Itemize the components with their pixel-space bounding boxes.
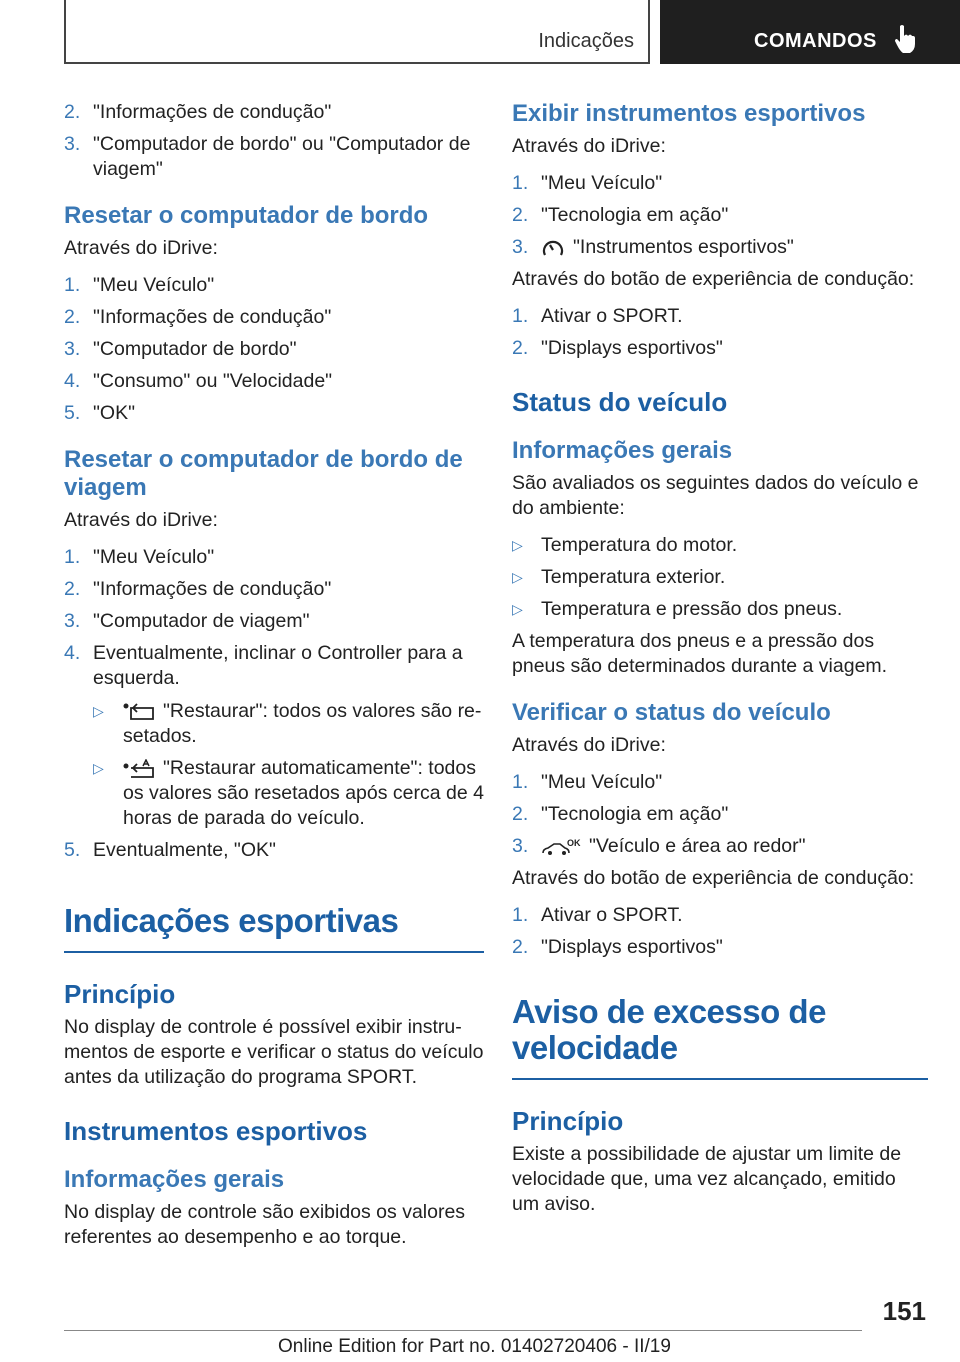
sport-gauge-icon (541, 237, 565, 259)
footer-divider (64, 1330, 862, 1331)
hand-pointer-icon (894, 24, 916, 54)
list-item: ▷ Temperatura do motor. (512, 534, 738, 556)
paragraph: No display de controle é possível exibir instrumentos de esporte e verificar o status do veículo antes da utilização do programa SPORT. (64, 1016, 484, 1088)
list-item: 3. "Computador de bordo" ou "Computador de viagem" (64, 133, 471, 180)
header-chapter-tab (660, 0, 960, 64)
steps-list (512, 770, 928, 859)
left-column (64, 100, 484, 1262)
section-heading: Verificar o status do veículo (512, 699, 831, 726)
header-section-tab (64, 0, 650, 64)
section-heading: Resetar o computador de bordo (64, 202, 429, 229)
list-item: 2. "Displays esportivos" (512, 936, 723, 958)
paragraph: A temperatura dos pneus e a pressão dos pneus são determinados durante a viagem. (512, 630, 888, 677)
paragraph: Através do iDrive: (64, 237, 218, 259)
paragraph: Através do iDrive: (64, 509, 218, 531)
steps-list (64, 545, 484, 863)
list-item: 2. "Informações de condução" (64, 101, 332, 123)
list-item: 1. Ativar o SPORT. (512, 904, 683, 926)
steps-list (512, 304, 928, 361)
list-item: 4. "Consumo" ou "Velocidade" (64, 370, 333, 392)
chapter-title: Indicações esportivas (64, 903, 484, 953)
svg-text:OK: OK (567, 837, 581, 848)
paragraph: No display de controle são exibidos os valores referentes ao desempenho e ao torque. (64, 1201, 466, 1248)
header-section-label: Indicações (538, 30, 634, 52)
list-item: 5. "OK" (64, 402, 136, 424)
right-column (512, 100, 928, 1229)
list-item: 2. "Tecnologia em ação" (512, 803, 729, 825)
intro-list (64, 100, 484, 182)
list-item: 1. "Meu Veículo" (64, 546, 215, 568)
section-heading: Resetar o computador de bordo de viagem (64, 446, 463, 501)
list-item: 1. "Meu Veículo" (512, 172, 663, 194)
list-item: 3. "Computador de bordo" (64, 338, 297, 360)
paragraph: São avaliados os seguintes dados do veículo e do ambiente: (512, 472, 919, 519)
section-heading: Informações gerais (512, 437, 733, 464)
car-ok-icon (541, 837, 581, 857)
list-item: 1. "Meu Veículo" (64, 274, 215, 296)
subsection-heading: Instrumentos esportivos (64, 1116, 368, 1146)
paragraph: Através do iDrive: (512, 135, 666, 157)
list-item: ▷ "Restaurar automaticamente": todos os valores são resetados após cerca de 4 horas de parada do veículo. (93, 757, 484, 829)
steps-list (512, 903, 928, 960)
list-item: 3. OK "Veículo e área ao redor" (512, 835, 806, 857)
page-number: 151 (882, 1296, 926, 1326)
list-item: 4. Eventualmente, inclinar o Controller para a esquerda. ▷ "Restaurar": todos os valores são resetados. ▷ "Restaurar automaticamente": todos os valores são resetados após cerca de 4 horas de parada do veículo. (64, 642, 484, 829)
subsection-heading: Status do veículo (512, 387, 728, 417)
list-item: 1. "Meu Veículo" (512, 771, 663, 793)
steps-list (64, 273, 484, 426)
list-item: ▷ Temperatura exterior. (512, 566, 726, 588)
reset-icon (123, 703, 155, 721)
list-item: 1. Ativar o SPORT. (512, 305, 683, 327)
list-item: 2. "Informações de condução" (64, 306, 332, 328)
header-chapter-label: COMANDOS (754, 30, 877, 52)
subsection-heading: Princípio (64, 979, 176, 1009)
paragraph: Através do botão de experiência de condução: (512, 867, 915, 889)
list-item: ▷ "Restaurar": todos os valores são resetados. (93, 700, 482, 747)
paragraph: Através do botão de experiência de condução: (512, 268, 915, 290)
section-heading: Exibir instrumentos esportivos (512, 100, 866, 127)
list-item: 5. Eventualmente, "OK" (64, 839, 276, 861)
paragraph: Existe a possibilidade de ajustar um limite de velocidade que, uma vez alcançado, emitido um aviso. (512, 1143, 902, 1215)
list-item: 2. "Informações de condução" (64, 578, 332, 600)
list-item: 2. "Tecnologia em ação" (512, 204, 729, 226)
substeps-list (93, 699, 484, 831)
chapter-title: Aviso de excesso de velocidade (512, 994, 928, 1080)
subsection-heading: Princípio (512, 1106, 624, 1136)
paragraph: Através do iDrive: (512, 734, 666, 756)
bullet-list (512, 533, 928, 622)
footer-edition: Online Edition for Part no. 01402720406 - II/19 (278, 1336, 671, 1357)
section-heading: Informações gerais (64, 1166, 285, 1193)
list-item: 3. "Computador de viagem" (64, 610, 310, 632)
list-item: ▷ Temperatura e pressão dos pneus. (512, 598, 843, 620)
list-item: 3. "Instrumentos esportivos" (512, 236, 794, 258)
list-item: 2. "Displays esportivos" (512, 337, 723, 359)
steps-list (512, 171, 928, 260)
auto-reset-icon (123, 759, 155, 779)
